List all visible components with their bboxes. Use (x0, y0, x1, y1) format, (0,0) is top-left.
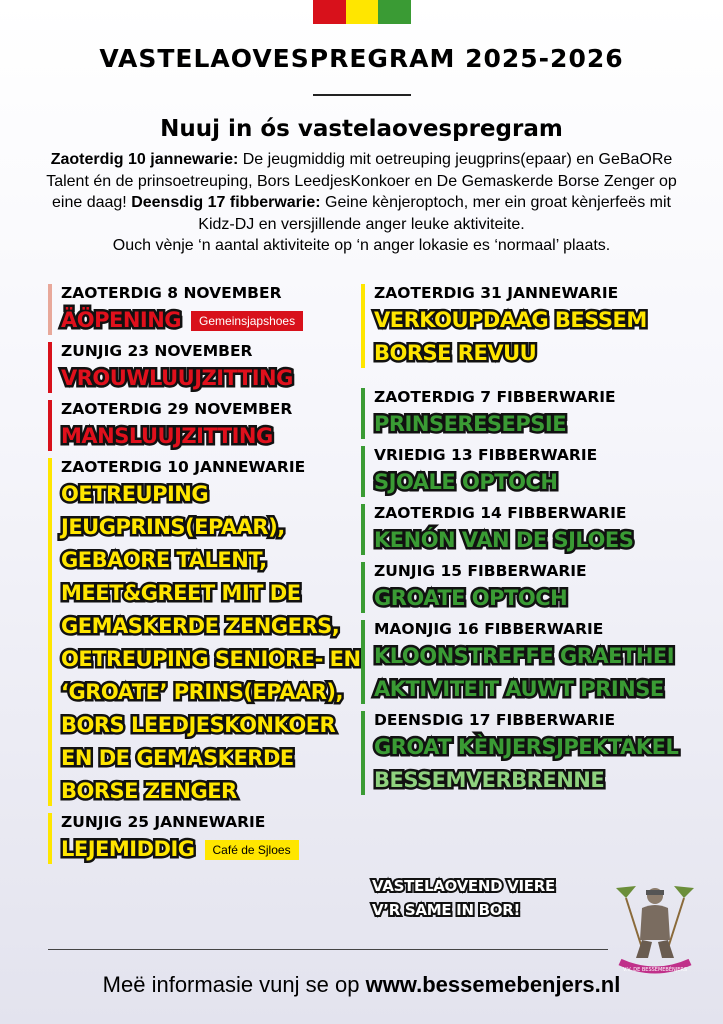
entry-event-row (374, 304, 681, 337)
entry-date: ZUNJIG 25 JANNEWARIE (61, 813, 266, 831)
footer (0, 972, 723, 998)
mascot-logo-icon (612, 878, 698, 978)
entry-event-row (61, 511, 348, 544)
entry-event-title: MANSLUUJZITTING (61, 424, 273, 448)
program-entry (361, 444, 681, 499)
entry-date: ZAOTERDIG 14 FIBBERWARIE (374, 504, 627, 522)
intro-p1-bold: Zaoterdig 10 jannewarie: (50, 151, 239, 168)
entry-event-title: OETREUPING (61, 482, 209, 506)
entry-color-bar (361, 711, 365, 795)
location-badge: Gemeinsjapshoes (191, 311, 303, 331)
entry-event-row (374, 640, 681, 673)
location-badge: Café de Sjloes (205, 840, 299, 860)
program-entry (48, 811, 348, 866)
program-entry (361, 386, 681, 441)
entry-date: VRIEDIG 13 FIBBERWARIE (374, 446, 598, 464)
entry-color-bar (361, 446, 365, 497)
entry-date: ZAOTERDIG 10 JANNEWARIE (61, 458, 306, 476)
footer-divider (48, 949, 608, 950)
intro-text (40, 149, 683, 257)
entry-event-row (61, 833, 348, 866)
entry-event-row (374, 337, 681, 370)
entry-color-bar (48, 813, 52, 864)
entry-event-title: VERKOUPDAAG BESSEM (374, 308, 647, 332)
program-entry (361, 282, 681, 370)
entry-date: ZUNJIG 23 NOVEMBER (61, 342, 253, 360)
entry-event-title: MEET&GREET MIT DE (61, 581, 301, 605)
entry-color-bar (361, 562, 365, 613)
entry-event-title: KENÓN VAN DE SJLOES (374, 528, 634, 552)
entry-date: ZAOTERDIG 29 NOVEMBER (61, 400, 293, 418)
limburg-flag (313, 0, 411, 24)
flag-yellow-stripe (346, 0, 379, 24)
entry-event-row (374, 524, 681, 557)
entry-date: ZAOTERDIG 7 FIBBERWARIE (374, 388, 616, 406)
entry-event-row (374, 731, 681, 764)
program-entry (48, 456, 361, 808)
entry-date: ZUNJIG 15 FIBBERWARIE (374, 562, 587, 580)
entry-event-row (374, 408, 681, 441)
intro-p3-text: Ouch vènje ‘n aantal aktiviteite op ‘n anger lokasie es ‘normaal’ plaats. (112, 237, 611, 254)
entry-event-title: LEJEMIDDIG (61, 837, 195, 861)
entry-event-title: AKTIVITEIT AUWT PRINSE (374, 677, 664, 701)
program-entry (361, 709, 681, 797)
program-entry (361, 618, 681, 706)
entry-event-row (61, 420, 348, 453)
entry-event-row (61, 478, 348, 511)
program-entry (48, 340, 348, 395)
entry-event-title: GROATE OPTOCH (374, 586, 568, 610)
entry-event-row (61, 362, 348, 395)
entry-event-row (61, 304, 348, 337)
entry-event-title: ‘GROATE’ PRINS(EPAAR), (61, 680, 343, 704)
slogan (372, 874, 602, 922)
entry-event-row (61, 775, 348, 808)
entry-color-bar (361, 504, 365, 555)
entry-event-title: GEBAORE TALENT, (61, 548, 267, 572)
entry-event-row (61, 643, 361, 676)
entry-event-title: KLOONSTREFFE GRAETHEI (374, 644, 675, 668)
entry-event-row (374, 673, 681, 706)
entry-event-title: EN DE GEMASKERDE (61, 746, 294, 770)
program-entry (361, 502, 681, 557)
mascot-label: V.V. DE BESSEMEBÈNJERS (622, 967, 688, 973)
entry-event-title: OETREUPING SENIORE- EN (61, 647, 361, 671)
entry-color-bar (361, 620, 365, 704)
footer-text: Meë informasie vunj se op (102, 972, 366, 997)
entry-date: ZAOTERDIG 8 NOVEMBER (61, 284, 282, 302)
entry-event-row (61, 577, 348, 610)
entry-event-row (374, 582, 681, 615)
title-divider (313, 94, 411, 96)
entry-color-bar (48, 342, 52, 393)
entry-event-row (61, 610, 348, 643)
entry-event-title: VROUWLUUJZITTING (61, 366, 293, 390)
program-entry (361, 560, 681, 615)
entry-date: ZAOTERDIG 31 JANNEWARIE (374, 284, 619, 302)
entry-event-row (61, 544, 348, 577)
entry-event-title: BORS LEEDJESKONKOER (61, 713, 336, 737)
page-subtitle: Nuuj in ós vastelaovespregram (160, 116, 563, 142)
entry-color-bar (48, 400, 52, 451)
entry-event-row (374, 764, 681, 797)
flag-green-stripe (378, 0, 411, 24)
entry-event-title: ÄÖPENING (61, 308, 182, 332)
entry-event-row (61, 676, 348, 709)
entry-event-title: BESSEMVERBRENNE (374, 768, 605, 792)
entry-event-row (374, 466, 681, 499)
intro-p1-text: De jeugmiddig mit oetreuping jeugprins(epaar) en GeBaORe Talent én de prinsoetreuping, Bors LeedjesKonkoer en De Gemaskerde Borse Zenger op eine daag! (46, 151, 677, 211)
entry-event-title: BORSE ZENGER (61, 779, 237, 803)
website-link[interactable]: www.bessemebenjers.nl (365, 972, 621, 997)
entry-event-title: BORSE REVUU (374, 341, 537, 365)
slogan-line: V’R SAME IN BOR! (372, 901, 521, 919)
entry-color-bar (361, 388, 365, 439)
program-entry (48, 282, 348, 337)
page-title: VASTELAOVESPREGRAM 2025-2026 (99, 44, 624, 73)
entry-event-title: SJOALE OPTOCH (374, 470, 558, 494)
entry-event-title: GROAT KÈNJERSJPEKTAKEL (374, 735, 679, 759)
entry-color-bar (361, 284, 365, 368)
entry-color-bar (48, 458, 52, 806)
flag-red-stripe (313, 0, 346, 24)
intro-p2-text: Geine kènjeroptoch, mer ein groat kènjerfeës mit Kidz-DJ en versjillende anger leuke aktiviteite. (198, 194, 671, 233)
entry-date: DEENSDIG 17 FIBBERWARIE (374, 711, 616, 729)
entry-event-title: GEMASKERDE ZENGERS, (61, 614, 340, 638)
entry-event-row (61, 742, 348, 775)
entry-event-title: PRINSERESEPSIE (374, 412, 567, 436)
program-left-column (48, 282, 361, 869)
entry-date: MAONJIG 16 FIBBERWARIE (374, 620, 604, 638)
entry-color-bar (48, 284, 52, 335)
entry-event-title: JEUGPRINS(EPAAR), (61, 515, 285, 539)
slogan-line: VASTELAOVEND VIERE (372, 877, 555, 895)
program-entry (48, 398, 348, 453)
intro-p2-bold: Deensdig 17 fibberwarie: (131, 194, 321, 211)
entry-event-row (61, 709, 348, 742)
program-right-column (361, 282, 681, 800)
